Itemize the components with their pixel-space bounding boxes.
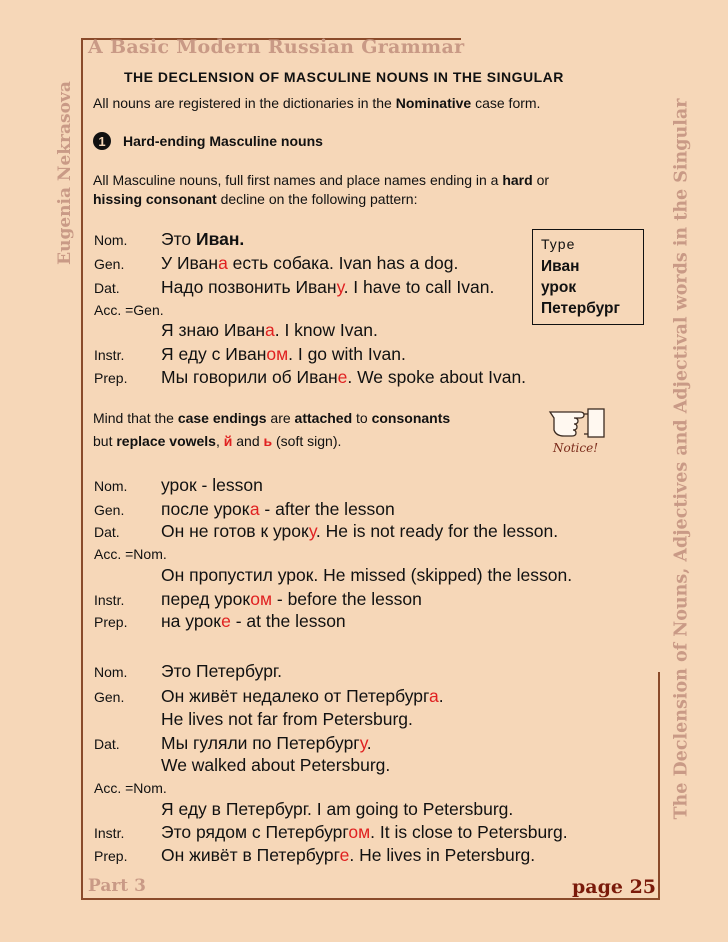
example-gen: после урока - after the lesson bbox=[161, 499, 395, 519]
case-label: Instr. bbox=[94, 825, 125, 841]
case-label: Gen. bbox=[94, 502, 125, 518]
section-heading bbox=[93, 132, 323, 150]
example-nom: Это Петербург. bbox=[161, 661, 283, 681]
type-box bbox=[532, 229, 644, 325]
case-label: Acc. =Nom. bbox=[94, 546, 167, 562]
example-gen-translation: He lives not far from Petersburg. bbox=[161, 709, 413, 729]
case-label: Nom. bbox=[94, 232, 128, 248]
example-acc: Я знаю Ивана. I know Ivan. bbox=[161, 320, 378, 340]
rule-line-1: All Masculine nouns, full first names and place names ending in a hard or bbox=[93, 172, 550, 188]
example-instr: Это рядом с Петербургом. It is close to Petersburg. bbox=[161, 822, 568, 842]
rule-line-2: hissing consonant decline on the following pattern: bbox=[93, 191, 418, 207]
case-label: Acc. =Gen. bbox=[94, 302, 164, 318]
case-label: Dat. bbox=[94, 736, 120, 752]
notice-caption: Notice! bbox=[553, 441, 599, 455]
case-label: Nom. bbox=[94, 664, 128, 680]
author-sidebar bbox=[53, 58, 77, 288]
pointing-hand-icon bbox=[548, 404, 610, 440]
example-prep: Мы говорили об Иване. We spoke about Ivan. bbox=[161, 367, 527, 387]
case-label: Dat. bbox=[94, 524, 120, 540]
case-label: Prep. bbox=[94, 614, 128, 630]
example-prep: Он живёт в Петербурге. He lives in Petersburg. bbox=[161, 845, 536, 865]
example-dat: Надо позвонить Ивану. I have to call Ivan. bbox=[161, 277, 495, 297]
example-instr: перед уроком - before the lesson bbox=[161, 589, 422, 609]
frame-right-line bbox=[658, 672, 660, 900]
example-dat-translation: We walked about Petersburg. bbox=[161, 755, 391, 775]
page-number: page 25 bbox=[572, 876, 657, 898]
type-label: Type bbox=[541, 236, 576, 252]
example-instr: Я еду с Иваном. I go with Ivan. bbox=[161, 344, 406, 364]
case-label: Nom. bbox=[94, 478, 128, 494]
example-nom: урок - lesson bbox=[161, 475, 263, 495]
type-word: Петербург bbox=[541, 300, 620, 317]
chapter-sidebar bbox=[668, 48, 694, 870]
type-word: урок bbox=[541, 279, 577, 296]
example-gen: Он живёт недалеко от Петербурга. bbox=[161, 686, 444, 706]
case-label: Prep. bbox=[94, 370, 128, 386]
book-title: A Basic Modern Russian Grammar bbox=[88, 36, 465, 58]
case-label: Gen. bbox=[94, 689, 125, 705]
case-label: Acc. =Nom. bbox=[94, 780, 167, 796]
example-dat: Он не готов к уроку. He is not ready for the lesson. bbox=[161, 521, 559, 541]
page-title: THE DECLENSION OF MASCULINE NOUNS IN THE SINGULAR bbox=[124, 69, 564, 85]
example-prep: на уроке - at the lesson bbox=[161, 611, 346, 631]
example-acc: Я еду в Петербург. I am going to Petersburg. bbox=[161, 799, 514, 819]
mind-line-1: Mind that the case endings are attached to consonants bbox=[93, 410, 451, 426]
example-dat: Мы гуляли по Петербургу. bbox=[161, 733, 372, 753]
example-acc: Он пропустил урок. He missed (skipped) the lesson. bbox=[161, 565, 573, 585]
author-name: Eugenia Nekrasova bbox=[55, 81, 75, 265]
case-label: Instr. bbox=[94, 592, 125, 608]
example-gen: У Ивана есть собака. Ivan has a dog. bbox=[161, 253, 459, 273]
case-label: Prep. bbox=[94, 848, 128, 864]
part-label: Part 3 bbox=[88, 876, 146, 896]
case-label: Gen. bbox=[94, 256, 125, 272]
section-number-badge: 1 bbox=[93, 132, 111, 150]
frame-left-line bbox=[81, 38, 83, 900]
case-label: Instr. bbox=[94, 347, 125, 363]
mind-line-2: but replace vowels, й and ь (soft sign). bbox=[93, 433, 342, 449]
frame-bottom-line bbox=[81, 898, 660, 900]
example-nom: Это Иван. bbox=[161, 229, 245, 249]
case-label: Dat. bbox=[94, 280, 120, 296]
section-title: Hard-ending Masculine nouns bbox=[123, 133, 323, 149]
intro-text: All nouns are registered in the dictionaries in the Nominative case form. bbox=[93, 95, 541, 111]
type-word: Иван bbox=[541, 258, 580, 275]
chapter-title: The Declension of Nouns, Adjectives and Adjectival words in the Singular bbox=[671, 98, 692, 820]
